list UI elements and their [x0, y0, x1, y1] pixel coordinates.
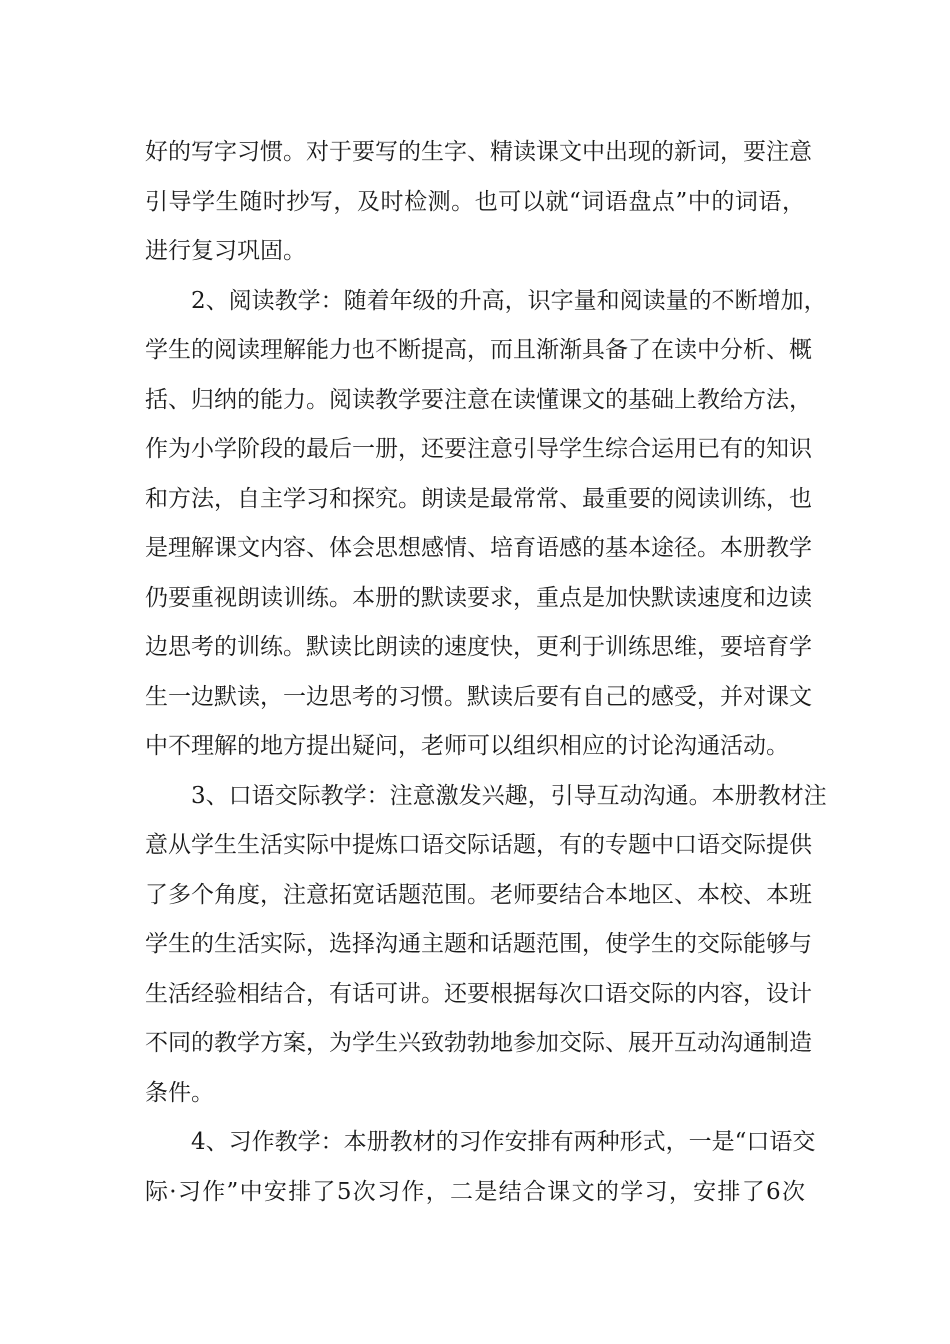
body-text — [145, 128, 827, 1217]
text-line: 了多个角度，注意拓宽话题范围。老师要结合本地区、本校、本班 — [145, 881, 812, 908]
text-line: 4、习作教学：本册教材的习作安排有两种形式，一是“口语交 — [191, 1129, 816, 1155]
text-line: 是理解课文内容、体会思想感情、培育语感的基本途径。本册教学 — [145, 535, 812, 561]
text-line: 好的写字习惯。对于要写的生字、精读课文中出现的新词，要注意 — [145, 139, 812, 165]
text-line: 学生的阅读理解能力也不断提高，而且渐渐具备了在读中分析、概 — [145, 337, 812, 363]
text-line: 引导学生随时抄写，及时检测。也可以就“词语盘点”中的词语， — [145, 188, 805, 215]
text-line: 生活经验相结合，有话可讲。还要根据每次口语交际的内容，设计 — [145, 980, 812, 1007]
text-line: 进行复习巩固。 — [145, 238, 306, 264]
text-line: 际·习作”中安排了5次习作，二是结合课文的学习，安排了6次 — [145, 1178, 805, 1205]
text-line: 作为小学阶段的最后一册，还要注意引导学生综合运用已有的知识 — [145, 436, 812, 462]
text-line: 边思考的训练。默读比朗读的速度快，更利于训练思维，要培育学 — [145, 634, 812, 660]
text-line: 中不理解的地方提出疑问，老师可以组织相应的讨论沟通活动。 — [145, 733, 789, 759]
text-line: 3、口语交际教学：注意激发兴趣，引导互动沟通。本册教材注 — [191, 782, 827, 809]
text-line: 括、归纳的能力。阅读教学要注意在读懂课文的基础上教给方法， — [145, 386, 812, 413]
text-line: 意从学生生活实际中提炼口语交际话题，有的专题中口语交际提供 — [145, 832, 812, 858]
text-line: 不同的教学方案，为学生兴致勃勃地参加交际、展开互动沟通制造 — [145, 1030, 812, 1056]
text-line: 学生的生活实际，选择沟通主题和话题范围，使学生的交际能够与 — [145, 931, 812, 957]
text-line: 仍要重视朗读训练。本册的默读要求，重点是加快默读速度和边读 — [145, 584, 812, 611]
text-line: 2、阅读教学：随着年级的升高，识字量和阅读量的不断增加， — [191, 287, 827, 314]
text-line: 生一边默读，一边思考的习惯。默读后要有自己的感受，并对课文 — [145, 683, 812, 710]
text-line: 和方法，自主学习和探究。朗读是最常常、最重要的阅读训练，也 — [145, 485, 812, 512]
text-line: 条件。 — [145, 1079, 214, 1106]
